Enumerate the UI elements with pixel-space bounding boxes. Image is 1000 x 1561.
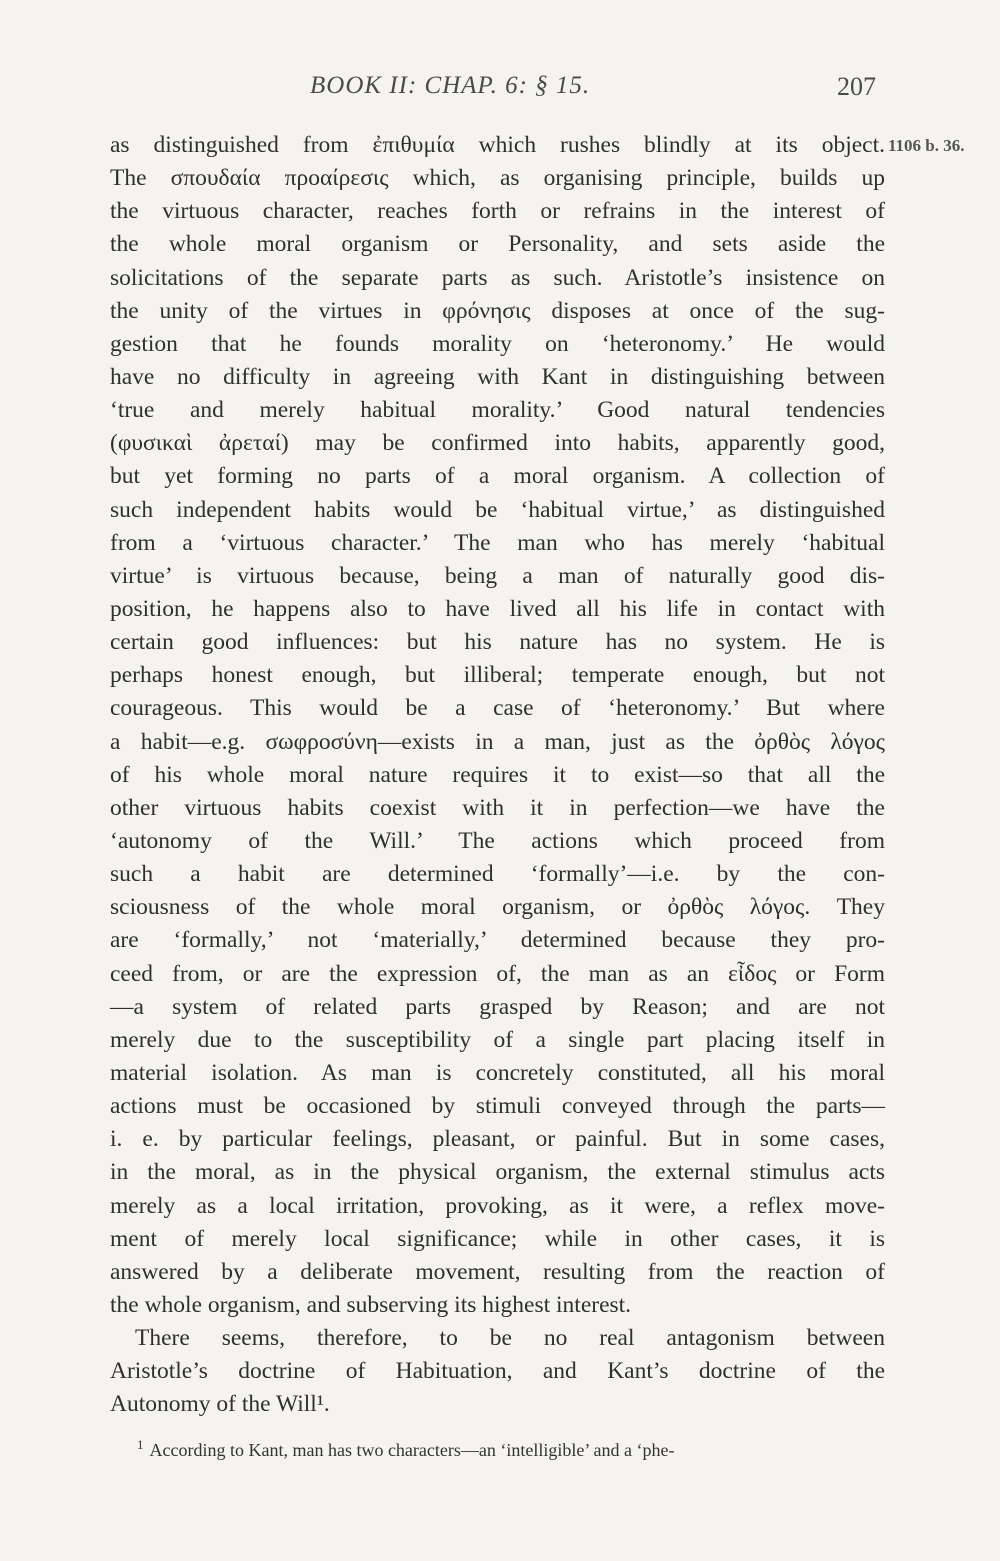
text-line: are ‘formally,’ not ‘materially,’ determined because they pro-	[110, 927, 885, 954]
text-line: ‘true and merely habitual morality.’ Good natural tendencies	[110, 397, 885, 424]
text-line: merely as a local irritation, provoking, as it were, a reflex move-	[110, 1192, 885, 1219]
text-line: of his whole moral nature requires it to exist—so that all the	[110, 761, 885, 788]
text-line: a habit—e.g. σωφροσύνη—exists in a man, just as the ὀρθὸς λόγος	[110, 728, 885, 755]
margin-reference: 1106 b. 36.	[888, 136, 965, 155]
text-line: solicitations of the separate parts as such. Aristotle’s insistence on	[110, 264, 885, 291]
text-line: ceed from, or are the expression of, the man as an εἶδος or Form	[110, 960, 885, 987]
footnote	[137, 1432, 887, 1463]
text-line: have no difficulty in agreeing with Kant in distinguishing between	[110, 363, 885, 390]
text-line: from a ‘virtuous character.’ The man who has merely ‘habitual	[110, 529, 885, 556]
text-line: The σπουδαία προαίρεσις which, as organising principle, builds up	[110, 165, 885, 192]
text-line: merely due to the susceptibility of a single part placing itself in	[110, 1026, 885, 1053]
text-line: Autonomy of the Will¹.	[110, 1391, 330, 1418]
text-line: material isolation. As man is concretely constituted, all his moral	[110, 1059, 885, 1086]
text-line: actions must be occasioned by stimuli conveyed through the parts—	[110, 1093, 885, 1120]
text-line: the unity of the virtues in φρόνησις disposes at once of the sug-	[110, 297, 885, 324]
text-line: in the moral, as in the physical organism, the external stimulus acts	[110, 1159, 885, 1186]
text-line: courageous. This would be a case of ‘heteronomy.’ But where	[110, 695, 885, 722]
text-line: but yet forming no parts of a moral organism. A collection of	[110, 463, 885, 490]
body-text	[110, 129, 885, 1421]
text-line: —a system of related parts grasped by Reason; and are not	[110, 993, 885, 1020]
text-line: such independent habits would be ‘habitual virtue,’ as distinguished	[110, 496, 885, 523]
text-line: i. e. by particular feelings, pleasant, or painful. But in some cases,	[110, 1126, 885, 1153]
text-line: the whole organism, and subserving its highest interest.	[110, 1291, 632, 1318]
text-line: Aristotle’s doctrine of Habituation, and Kant’s doctrine of the	[110, 1358, 885, 1385]
text-line: the virtuous character, reaches forth or refrains in the interest of	[110, 198, 885, 225]
footnote-marker: 1	[137, 1437, 144, 1452]
text-line: ment of merely local significance; while in other cases, it is	[110, 1225, 885, 1252]
text-line: answered by a deliberate movement, resulting from the reaction of	[110, 1258, 885, 1285]
text-line: perhaps honest enough, but illiberal; temperate enough, but not	[110, 662, 885, 689]
running-title: BOOK II: CHAP. 6: § 15.	[310, 72, 591, 99]
text-line: position, he happens also to have lived all his life in contact with	[110, 595, 885, 622]
text-line: There seems, therefore, to be no real antagonism between	[135, 1325, 885, 1352]
text-line: (φυσικαὶ ἀρεταί) may be confirmed into habits, apparently good,	[110, 430, 885, 457]
page-number: 207	[837, 72, 876, 101]
text-line: certain good influences: but his nature has no system. He is	[110, 629, 885, 656]
text-line: the whole moral organism or Personality, and sets aside the	[110, 231, 885, 258]
running-head	[110, 66, 880, 106]
text-line: sciousness of the whole moral organism, or ὀρθὸς λόγος. They	[110, 894, 885, 921]
text-line: ‘autonomy of the Will.’ The actions which proceed from	[110, 827, 885, 854]
text-line: virtue’ is virtuous because, being a man of naturally good dis-	[110, 562, 885, 589]
footnote-text: According to Kant, man has two characters—an ‘intelligible’ and a ‘phe-	[149, 1440, 675, 1460]
text-line: such a habit are determined ‘formally’—i.e. by the con-	[110, 861, 885, 888]
text-line: as distinguished from ἐπιθυμία which rushes blindly at its object.	[110, 132, 885, 158]
text-line: gestion that he founds morality on ‘heteronomy.’ He would	[110, 330, 885, 357]
text-line: other virtuous habits coexist with it in perfection—we have the	[110, 794, 885, 821]
